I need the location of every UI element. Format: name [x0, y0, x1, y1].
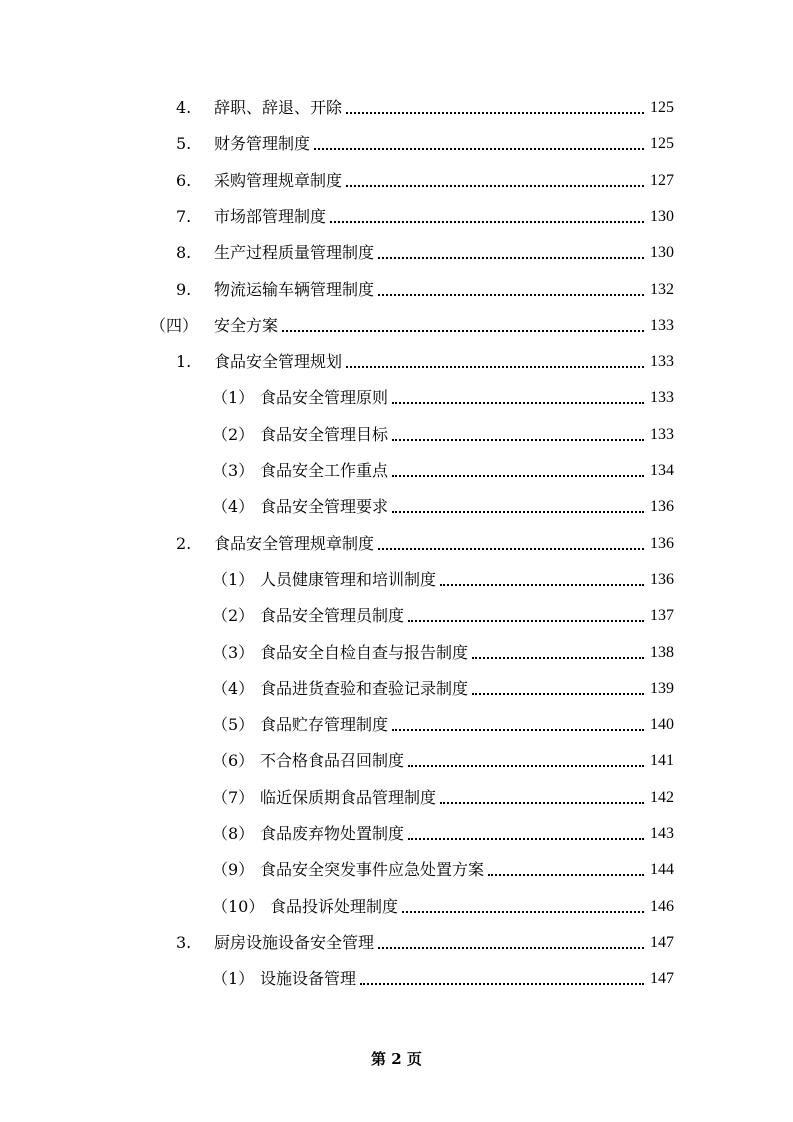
toc-entry-page: 136 — [650, 534, 674, 552]
toc-entry-page: 144 — [650, 861, 674, 879]
toc-entry-title: 安全方案 — [214, 315, 279, 335]
toc-entry-page: 133 — [650, 389, 674, 407]
toc-dot-leader — [392, 461, 644, 481]
toc-entry-number: （10） — [212, 896, 265, 916]
toc-entry-number: 8. — [176, 243, 192, 263]
toc-entry[interactable] — [150, 308, 674, 344]
toc-entry-title: 不合格食品召回制度 — [260, 751, 405, 771]
toc-dot-leader — [346, 98, 644, 118]
toc-entry-number: （四） — [150, 315, 199, 335]
toc-entry-title: 食品贮存管理制度 — [260, 715, 389, 735]
toc-entry[interactable] — [212, 743, 674, 779]
toc-entry-title: 食品安全管理目标 — [260, 424, 389, 444]
toc-entry-title: 生产过程质量管理制度 — [214, 243, 375, 263]
toc-entry-title: 厨房设施设备安全管理 — [214, 932, 375, 952]
toc-dot-leader — [402, 897, 644, 917]
toc-dot-leader — [330, 207, 644, 227]
toc-entry-page: 139 — [650, 679, 674, 697]
toc-entry-title: 食品安全工作重点 — [260, 461, 389, 480]
toc-entry-title: 设施设备管理 — [260, 969, 357, 989]
toc-entry-page: 125 — [650, 99, 674, 116]
toc-entry-page: 130 — [650, 207, 674, 225]
toc-dot-leader — [440, 788, 644, 808]
toc-entry-title: 市场部管理制度 — [214, 206, 327, 226]
toc-entry-number: （8） — [212, 824, 255, 843]
toc-entry-page: 136 — [650, 570, 674, 588]
toc-entry[interactable] — [212, 889, 674, 925]
toc-entry[interactable] — [212, 707, 674, 743]
toc-entry-number: （1） — [212, 569, 255, 589]
toc-entry-number: （5） — [212, 715, 255, 735]
toc-entry-number: 5. — [176, 134, 192, 154]
toc-dot-leader — [314, 134, 644, 154]
toc-entry-title: 食品安全自检自查与报告制度 — [260, 642, 469, 662]
toc-entry[interactable] — [176, 526, 674, 562]
toc-dot-leader — [392, 715, 644, 735]
toc-entry-title: 食品安全管理原则 — [260, 388, 389, 408]
toc-entry-title: 临近保质期食品管理制度 — [260, 787, 437, 807]
toc-entry-number: 4. — [176, 98, 192, 117]
toc-dot-leader — [488, 860, 644, 880]
toc-entry-page: 132 — [650, 280, 674, 298]
toc-entry[interactable] — [212, 852, 674, 888]
toc-entry[interactable] — [212, 961, 674, 997]
toc-entry-page: 133 — [650, 425, 674, 443]
toc-entry-number: 7. — [176, 206, 192, 226]
toc-entry[interactable] — [176, 163, 674, 199]
toc-entry[interactable] — [212, 816, 674, 852]
toc-dot-leader — [346, 171, 644, 191]
toc-dot-leader — [392, 497, 644, 517]
toc-entry-number: 9. — [176, 279, 192, 299]
toc-entry[interactable] — [212, 453, 674, 489]
toc-entry-page: 141 — [650, 752, 674, 770]
toc-entry-page: 127 — [650, 171, 674, 189]
toc-entry-number: （4） — [212, 497, 255, 517]
toc-dot-leader — [378, 534, 644, 554]
toc-entry-title: 食品安全管理要求 — [260, 497, 389, 517]
toc-entry-title: 食品投诉处理制度 — [270, 896, 399, 916]
toc-entry[interactable] — [176, 925, 674, 961]
toc-entry[interactable] — [176, 272, 674, 308]
toc-entry[interactable] — [212, 671, 674, 707]
toc-entry-title: 采购管理规章制度 — [214, 170, 343, 190]
toc-entry-title: 食品废弃物处置制度 — [260, 824, 405, 843]
toc-entry-number: （4） — [212, 678, 255, 698]
toc-entry[interactable] — [176, 344, 674, 380]
toc-entry-page: 125 — [650, 135, 674, 153]
toc-entry[interactable] — [212, 489, 674, 525]
toc-entry-number: （6） — [212, 751, 255, 771]
toc-entry-page: 136 — [650, 498, 674, 516]
toc-dot-leader — [472, 679, 644, 699]
toc-entry-number: （7） — [212, 787, 255, 807]
toc-dot-leader — [408, 751, 644, 771]
toc-entry-page: 134 — [650, 462, 674, 479]
toc-entry-title: 食品安全管理规划 — [214, 352, 343, 372]
toc-entry[interactable] — [176, 90, 674, 126]
toc-entry-number: （1） — [212, 388, 255, 408]
toc-entry-title: 食品进货查验和查验记录制度 — [260, 678, 469, 698]
toc-entry-title: 辞职、辞退、开除 — [214, 98, 343, 117]
toc-entry-number: （2） — [212, 606, 255, 626]
toc-entry-page: 147 — [650, 970, 674, 988]
toc-entry-number: （1） — [212, 969, 255, 989]
toc-entry-title: 财务管理制度 — [214, 134, 311, 154]
toc-dot-leader — [282, 316, 644, 336]
toc-entry-number: 3. — [176, 932, 192, 952]
toc-entry-page: 137 — [650, 607, 674, 625]
toc-entry-page: 130 — [650, 244, 674, 262]
toc-entry-number: 1. — [176, 352, 192, 372]
toc-entry-page: 140 — [650, 716, 674, 734]
toc-dot-leader — [360, 969, 644, 989]
toc-entry-number: 2. — [176, 533, 192, 553]
toc-dot-leader — [408, 824, 644, 844]
toc-entry[interactable] — [176, 126, 674, 162]
toc-entry-page: 133 — [650, 353, 674, 371]
toc-entry[interactable] — [176, 235, 674, 271]
toc-entry-number: （2） — [212, 424, 255, 444]
toc-entry-number: （3） — [212, 461, 255, 480]
toc-entry-title: 食品安全突发事件应急处置方案 — [260, 860, 485, 880]
toc-entry[interactable] — [176, 199, 674, 235]
toc-entry[interactable] — [212, 635, 674, 671]
toc-entry-number: 6. — [176, 170, 192, 190]
toc-entry-number: （3） — [212, 642, 255, 662]
toc-entry-title: 食品安全管理规章制度 — [214, 533, 375, 553]
toc-entry-page: 146 — [650, 897, 674, 915]
toc-dot-leader — [408, 606, 644, 626]
toc-dot-leader — [392, 388, 644, 408]
toc-dot-leader — [440, 570, 644, 590]
toc-entry[interactable] — [212, 598, 674, 634]
toc-entry-page: 133 — [650, 316, 674, 334]
toc-entry-page: 142 — [650, 788, 674, 806]
toc-dot-leader — [346, 352, 644, 372]
toc-dot-leader — [378, 933, 644, 953]
toc-entry-title: 物流运输车辆管理制度 — [214, 279, 375, 299]
toc-entry-title: 人员健康管理和培训制度 — [260, 569, 437, 589]
toc-entry[interactable] — [212, 562, 674, 598]
toc-entry[interactable] — [212, 780, 674, 816]
toc-entry-page: 143 — [650, 825, 674, 842]
toc-dot-leader — [392, 425, 644, 445]
toc-dot-leader — [378, 280, 644, 300]
toc-entry-number: （9） — [212, 860, 255, 880]
toc-entry-page: 147 — [650, 933, 674, 951]
toc-dot-leader — [378, 243, 644, 263]
toc-entry[interactable] — [212, 417, 674, 453]
toc-entry-page: 138 — [650, 643, 674, 661]
toc-entry-title: 食品安全管理员制度 — [260, 606, 405, 626]
toc-dot-leader — [472, 643, 644, 663]
toc-entry[interactable] — [212, 380, 674, 416]
page-number-footer: 第 2 页 — [371, 1050, 422, 1068]
